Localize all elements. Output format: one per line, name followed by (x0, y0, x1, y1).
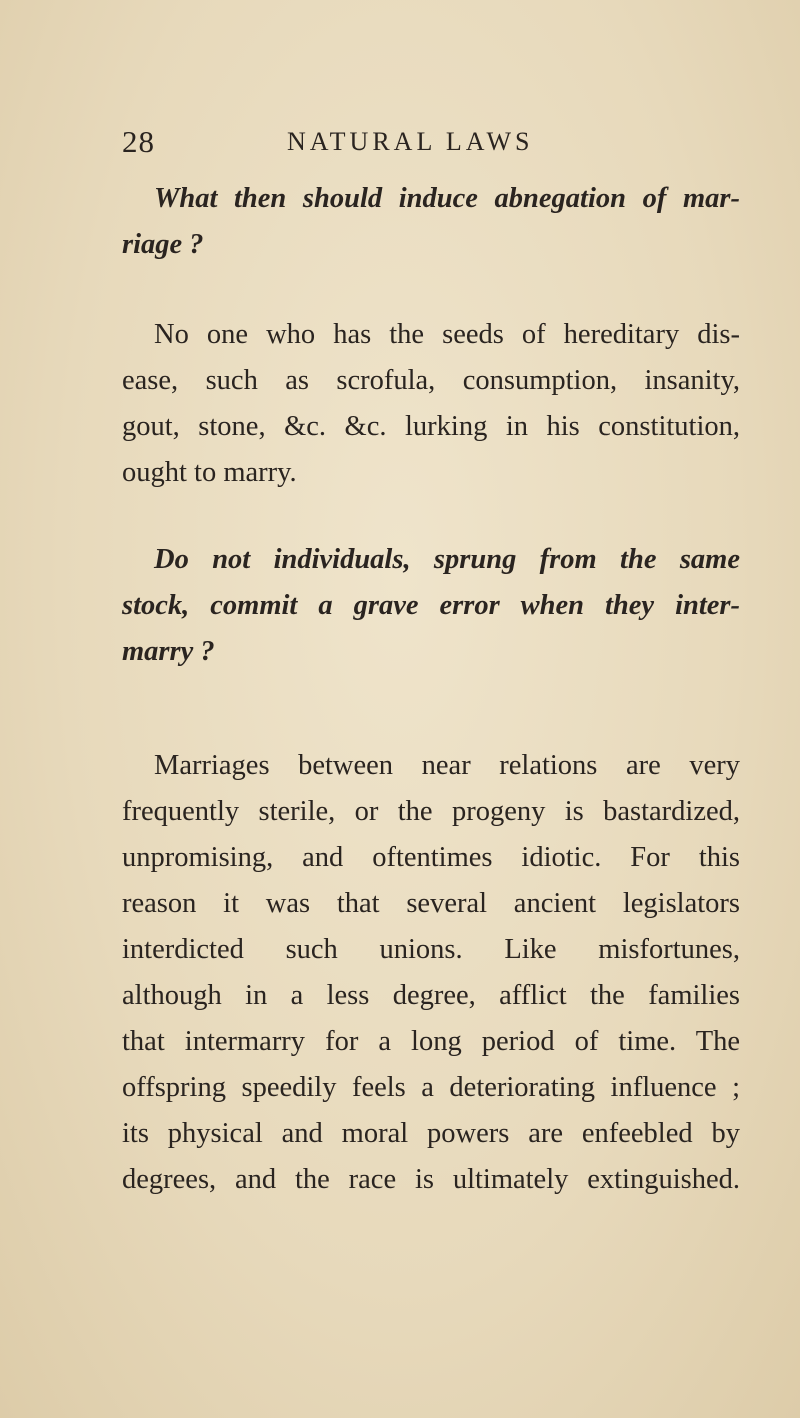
answer-2-line: that intermarry for a long period of time. The (122, 1026, 740, 1057)
page-number: 28 (122, 124, 155, 159)
answer-2-line: its physical and moral powers are enfeebled by (122, 1118, 740, 1149)
question-2 (122, 537, 740, 675)
answer-2-line: degrees, and the race is ultimately extinguished. (122, 1164, 740, 1195)
answer-1 (122, 312, 740, 496)
answer-2-line: unpromising, and oftentimes idiotic. For this (122, 842, 740, 873)
answer-1-line: ought to marry. (122, 457, 297, 488)
question-1 (122, 176, 740, 268)
answer-2-line: although in a less degree, afflict the families (122, 980, 740, 1011)
answer-2 (122, 743, 740, 1203)
running-title: NATURAL LAWS (287, 127, 534, 156)
answer-1-line: ease, such as scrofula, consumption, insanity, (122, 365, 740, 396)
running-head (122, 124, 722, 164)
answer-1-line: gout, stone, &c. &c. lurking in his constitution, (122, 411, 740, 442)
answer-2-line: Marriages between near relations are very (154, 750, 740, 781)
answer-2-line: interdicted such unions. Like misfortunes, (122, 934, 740, 965)
question-1-line: What then should induce abnegation of mar- (154, 183, 740, 214)
answer-2-line: offspring speedily feels a deteriorating influence ; (122, 1072, 740, 1103)
answer-1-line: No one who has the seeds of hereditary dis- (154, 319, 740, 350)
question-2-line: stock, commit a grave error when they inter- (122, 590, 740, 621)
answer-2-line: frequently sterile, or the progeny is bastardized, (122, 796, 740, 827)
question-1-line: riage ? (122, 229, 204, 260)
answer-2-line: reason it was that several ancient legislators (122, 888, 740, 919)
question-2-line: marry ? (122, 636, 215, 667)
question-2-line: Do not individuals, sprung from the same (154, 544, 740, 575)
